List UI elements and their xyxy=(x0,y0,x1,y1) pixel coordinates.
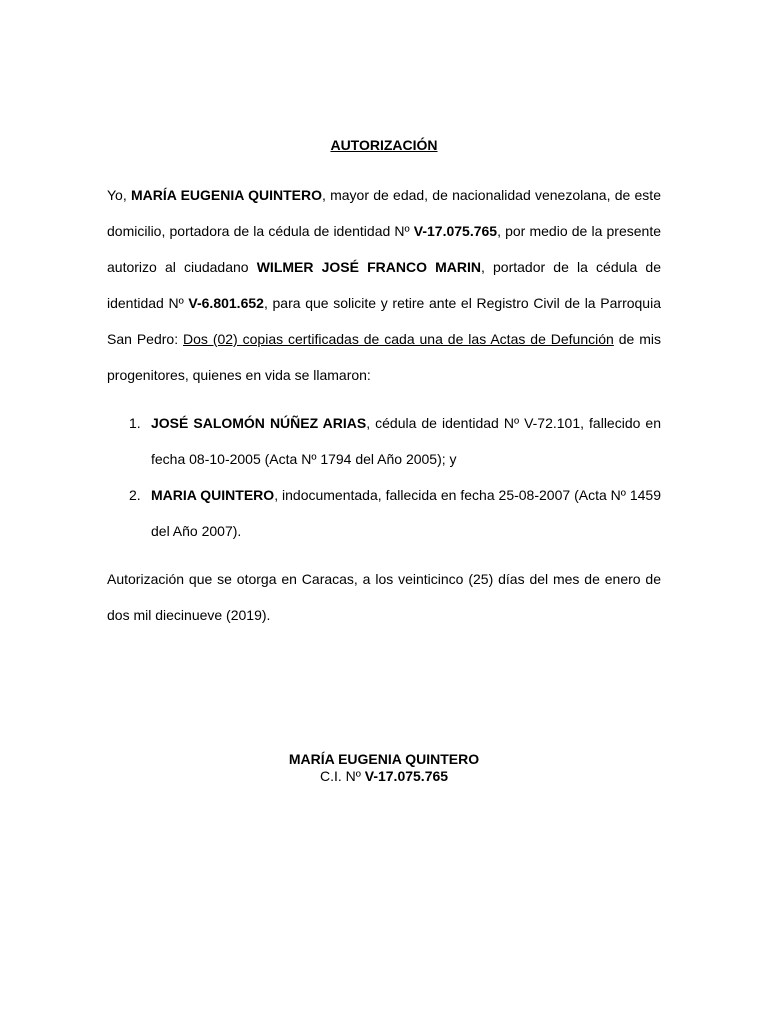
text-segment: , para que solicite y retire ante el Registro Civil de la Parroquia San Pedro: xyxy=(107,295,661,347)
signature-id xyxy=(0,768,768,785)
text-segment: , mayor de edad, de nacionalidad venezolana, de este domicilio, portadora de la cédula de identidad Nº xyxy=(107,187,661,239)
parent-name: MARIA QUINTERO xyxy=(151,487,275,503)
list-number: 1. xyxy=(129,415,141,431)
parent-name: JOSÉ SALOMÓN NÚÑEZ ARIAS xyxy=(151,415,367,431)
authorized-id: V-6.801.652 xyxy=(188,295,264,311)
list-item xyxy=(107,477,661,549)
closing-paragraph: Autorización que se otorga en Caracas, a los veinticinco (25) días del mes de enero de dos mil diecinueve (2019). xyxy=(107,571,661,623)
document-title: AUTORIZACIÓN xyxy=(330,137,438,153)
text-segment: de mis progenitores, quienes en vida se llamaron: xyxy=(107,331,661,383)
parent-details: , indocumentada, fallecida en fecha 25-08-2007 (Acta Nº 1459 del Año 2007). xyxy=(151,487,661,539)
text-segment: , por medio de la presente autorizo al ciudadano xyxy=(107,223,662,275)
parent-details: , cédula de identidad Nº V-72.101, fallecido en fecha 08-10-2005 (Acta Nº 1794 del Año 2005); y xyxy=(151,415,661,467)
text-segment: , portador de la cédula de identidad Nº xyxy=(107,259,661,311)
authorized-name: WILMER JOSÉ FRANCO MARIN xyxy=(256,259,481,275)
signature-id-number: V-17.075.765 xyxy=(364,768,449,784)
grantor-id: V-17.075.765 xyxy=(413,223,498,239)
list-number: 2. xyxy=(129,487,141,503)
requested-documents: Dos (02) copias certificadas de cada una de las Actas de Defunción xyxy=(183,331,614,347)
grantor-name: MARÍA EUGENIA QUINTERO xyxy=(130,187,322,203)
text-segment: Yo, xyxy=(107,187,131,203)
list-item xyxy=(107,405,661,477)
signature-name: MARÍA EUGENIA QUINTERO xyxy=(288,751,480,767)
authorization-paragraph xyxy=(107,177,661,393)
parents-list xyxy=(107,405,661,549)
signature-id-prefix: C.I. Nº xyxy=(319,768,365,784)
